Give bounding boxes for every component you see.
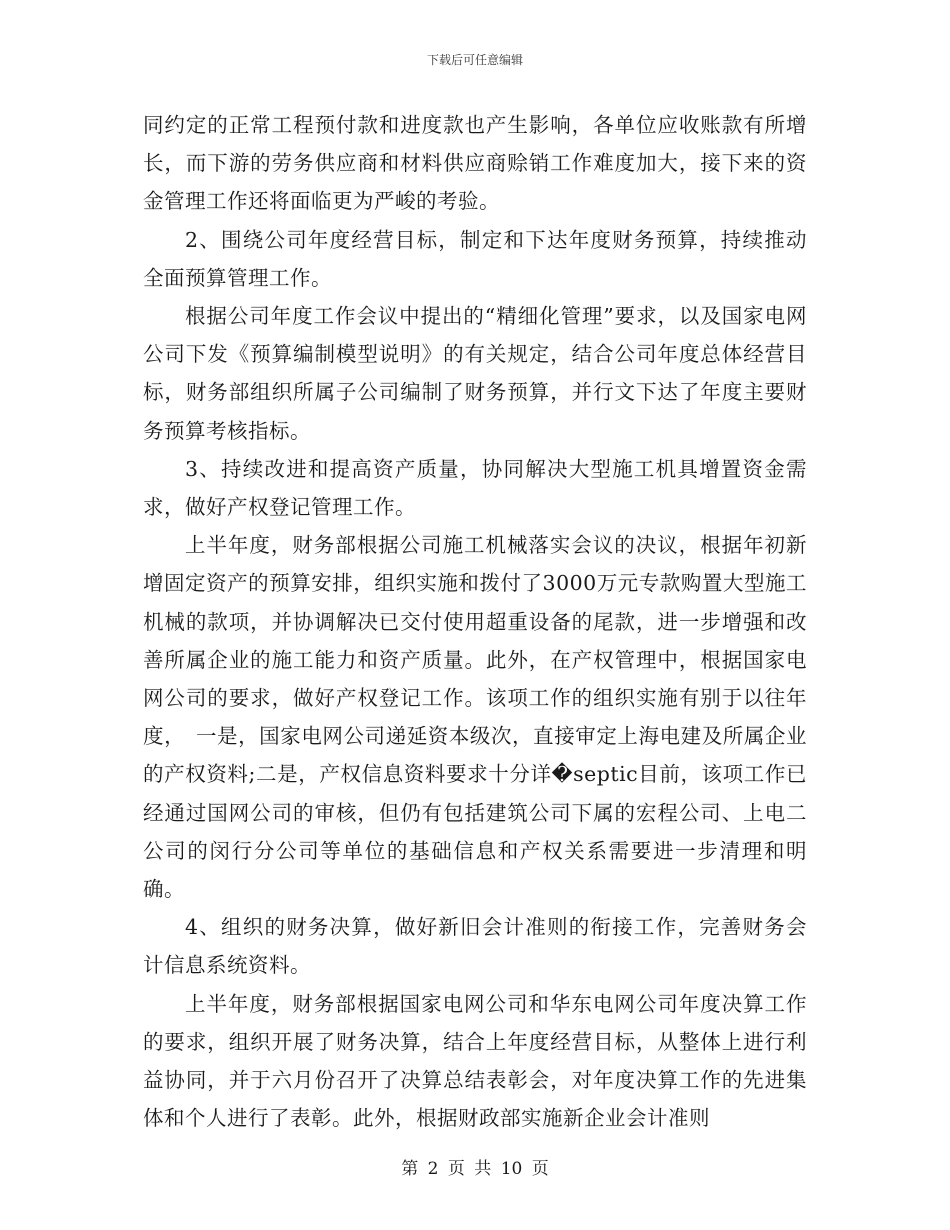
page-header: 下载后可任意编辑 bbox=[426, 53, 523, 67]
paragraph-4: 3、持续改进和提高资产质量，协同解决大型施工机具增置资金需求，做好产权登记管理工作。 bbox=[143, 456, 807, 520]
paragraph-6: 4、组织的财务决算，做好新旧会计准则的衔接工作，完善财务会计信息系统资料。 bbox=[143, 915, 807, 978]
paragraph-1: 同约定的正常工程预付款和进度款也产生影响，各单位应收账款有所增长，而下游的劳务供应商和材料供应商赊销工作难度加大，接下来的资金管理工作还将面临更为严峻的考验。 bbox=[143, 113, 807, 214]
page-footer: 第 2 页 共 10 页 bbox=[401, 1159, 549, 1179]
document-body bbox=[143, 106, 807, 1137]
paragraph-5: 上半年度，财务部根据公司施工机械落实会议的决议，根据年初新增固定资产的预算安排，组织实施和拨付了3000万元专款购置大型施工机械的款项，并协调解决已交付使用超重设备的尾款，进一步增强和改善所属企业的施工能力和资产质量。此外，在产权管理中，根据国家电网公司的要求，做好产权登记工作。该项工作的组织实施有别于以往年度， 一是，国家电网公司递延资本级次，直接审定上海电建及所属企业的产权资料;二是，产权信息资料要求十分详�septic目前，该项工作已经通过国网公司的审核，但仍有包括建筑公司下属的宏程公司、上电二公司的闵行分公司等单位的基础信息和产权关系需要进一步清理和明确。 bbox=[143, 533, 807, 902]
paragraph-7: 上半年度，财务部根据国家电网公司和华东电网公司年度决算工作的要求，组织开展了财务决算，结合上年度经营目标，从整体上进行利益协同，并于六月份召开了决算总结表彰会，对年度决算工作的先进集体和个人进行了表彰。此外，根据财政部实施新企业会计准则 bbox=[143, 991, 807, 1131]
paragraph-2: 2、围绕公司年度经营目标，制定和下达年度财务预算，持续推动全面预算管理工作。 bbox=[143, 227, 807, 290]
paragraph-3: 根据公司年度工作会议中提出的“精细化管理”要求，以及国家电网公司下发《预算编制模型说明》的有关规定，结合公司年度总体经营目标，财务部组织所属子公司编制了财务预算，并行文下达了年度主要财务预算考核指标。 bbox=[143, 304, 807, 443]
